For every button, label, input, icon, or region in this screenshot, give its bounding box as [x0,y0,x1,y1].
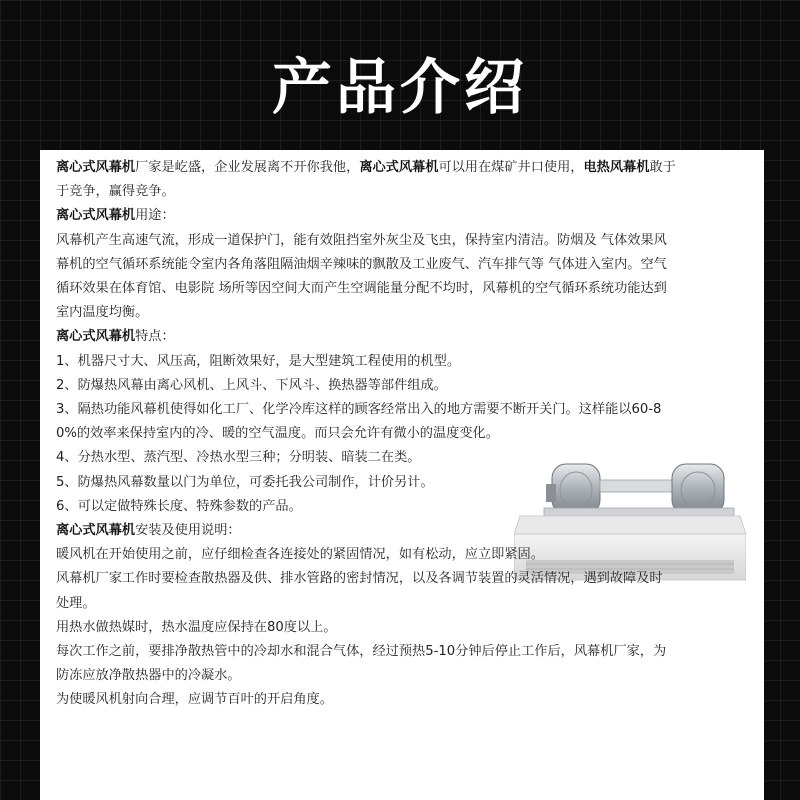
list-item: 5、防爆热风幕数量以门为单位，可委托我公司制作，计价另计。 [56,474,434,490]
text-line: 室内温度均衡。 [56,305,149,321]
text-line: 为使暖风机射向合理，应调节百叶的开启角度。 [56,692,333,708]
text-line: 暖风机在开始使用之前，应仔细检查各连接处的紧固情况，如有松动，应立即紧固。 [56,547,544,563]
list-item: 2、防爆热风幕由离心风机、上风斗、下风斗、换热器等部件组成。 [56,377,447,393]
text-line [56,156,748,180]
text-line: 风幕机产生高速气流，形成一道保护门，能有效阻挡室外灰尘及飞虫，保持室内清洁。防烟及 气体效果风 [56,232,667,248]
text: 特点： [135,329,175,345]
text: 安装及使用说明： [135,523,241,539]
keyword: 离心式风幕机 [56,523,136,539]
text: 用途： [135,208,175,224]
page-title: 产品介绍 [272,53,528,123]
keyword: 电热风幕机 [583,160,650,175]
content-panel [40,150,764,800]
text-line: 幕机的空气循环系统能令室内各角落阻隔油烟辛辣味的飘散及工业废气、汽车排气等 气体进入室内。空气 [56,256,667,272]
list-item: 3、隔热功能风幕机使得如化工厂、化学冷库这样的顾客经常出入的地方需要不断开关门。这样能以60-8 [56,402,662,418]
text-line: 防冻应放净散热器中的冷凝水。 [56,668,241,684]
text-line: 处理。 [56,595,96,611]
list-item: 6、可以定做特殊长度、特殊参数的产品。 [56,498,302,514]
keyword: 离心式风幕机 [56,160,136,175]
text-line: 循环效果在体育馆、电影院 场所等因空间大而产生空调能量分配不均时，风幕机的空气循环系统功能达到 [56,281,667,297]
section-heading [56,204,748,228]
list-item: 1、机器尺寸大、风压高，阻断效果好，是大型建筑工程使用的机型。 [56,353,461,369]
text-line: 于竞争，赢得竞争。 [56,184,175,200]
text-line: 用热水做热媒时，热水温度应保持在80度以上。 [56,619,337,635]
text-line: 风幕机厂家工作时要检查散热器及供、排水管路的密封情况，以及各调节装置的灵活情况，遇到故障及时 [56,571,663,587]
keyword: 离心式风幕机 [56,208,136,224]
section-heading [56,325,748,349]
keyword: 离心式风幕机 [359,160,439,175]
keyword: 离心式风幕机 [56,329,136,345]
text: 厂家是屹盛，企业发展离不开你我他， [135,160,360,175]
text: 可以用在煤矿井口使用， [438,160,584,175]
list-item: 4、分热水型、蒸汽型、冷热水型三种；分明装、暗装二在类。 [56,450,421,466]
text: 敢于 [649,160,676,175]
text-line: 每次工作之前，要排净散热管中的冷却水和混合气体，经过预热5-10分钟后停止工作后，风幕机厂家，为 [56,644,667,660]
section-heading [56,519,748,543]
list-item: 0%的效率来保持室内的冷、暖的空气温度。而只会允许有微小的温度变化。 [56,426,499,442]
